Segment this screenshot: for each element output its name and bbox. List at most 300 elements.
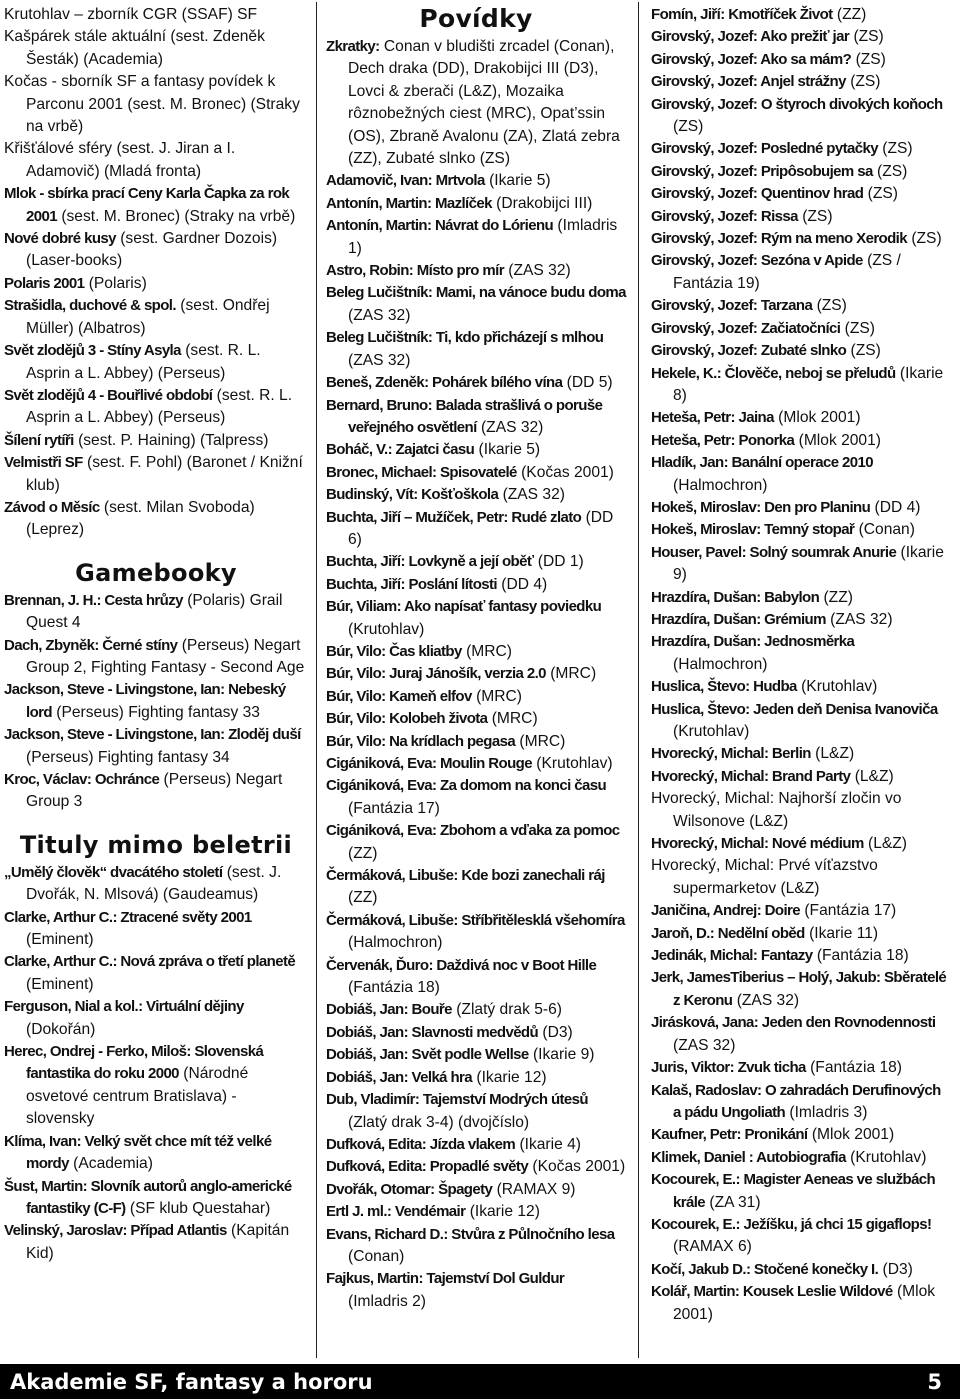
entry-title: Búr, Vilo: Juraj Jánošík, verzia 2.0 bbox=[326, 665, 546, 683]
entry-title: Hrazdíra, Dušan: Babylon bbox=[651, 588, 820, 606]
list-item bbox=[651, 1259, 951, 1281]
entry-title: Kolář, Martin: Kousek Leslie Wildové bbox=[651, 1283, 893, 1301]
entry-source: (ZAS 32) bbox=[348, 306, 411, 324]
entry-source: (DD 4) bbox=[496, 575, 548, 593]
entry-source: (Krutohlav) bbox=[796, 678, 878, 696]
list-item bbox=[4, 385, 308, 430]
entry-title: Herec, Ondrej - Ferko, Miloš: Slovenská fantastika do roku 2000 bbox=[4, 1043, 264, 1083]
entry-title: Girovský, Jozef: Rým na meno Xerodik bbox=[651, 230, 907, 248]
list-item bbox=[326, 170, 626, 192]
entry-title: „Umělý člověk“ dvacátého století bbox=[4, 863, 223, 881]
entry-title: Velinský, Jaroslav: Případ Atlantis bbox=[4, 1222, 227, 1240]
entry-title: Clarke, Arthur C.: Nová zpráva o třetí planetě bbox=[4, 953, 296, 971]
list-item bbox=[651, 542, 951, 587]
list-item bbox=[651, 250, 951, 295]
list-item bbox=[651, 967, 951, 1012]
entry-title: Ertl J. ml.: Vendémair bbox=[326, 1203, 466, 1221]
entry-source: (Zlatý drak 5-6) bbox=[451, 1001, 562, 1019]
list-item bbox=[326, 1044, 626, 1066]
entry-source: Kočas - sborník SF a fantasy povídek k Parconu 2001 (sest. M. Bronec) (Straky na vrbě) bbox=[4, 73, 300, 136]
entry-source: (ZAS 32) bbox=[498, 486, 565, 504]
list-item bbox=[326, 574, 626, 596]
list-item bbox=[651, 295, 951, 317]
list-item bbox=[326, 1067, 626, 1089]
list-item bbox=[651, 363, 951, 408]
entry-source: (Mlok 2001) bbox=[673, 1283, 936, 1323]
list-item bbox=[651, 407, 951, 429]
list-item bbox=[326, 641, 626, 663]
entry-source: (MRC) bbox=[515, 732, 566, 750]
entry-source: (Fantázia 17) bbox=[800, 902, 897, 920]
entry-source: (ZAS 32) bbox=[476, 418, 544, 436]
entry-source: (Drakobijci III) bbox=[491, 194, 593, 212]
entry-source: (ZZ) bbox=[832, 6, 867, 23]
entry-source: (Mlok 2001) bbox=[773, 409, 861, 427]
entry-source: (ZS) bbox=[846, 342, 881, 360]
entry-source: (Fantázia 18) bbox=[812, 947, 909, 965]
entry-source: (Imladris 1) bbox=[348, 217, 618, 257]
list-item bbox=[326, 1179, 626, 1201]
entry-source: (Dokořán) bbox=[26, 1020, 96, 1038]
list-item bbox=[4, 724, 308, 769]
entry-source: (Polaris) Grail Quest 4 bbox=[26, 591, 283, 632]
entry-source: (Fantázia 17) bbox=[348, 799, 440, 817]
entry-source: (sest. M. Bronec) (Straky na vrbě) bbox=[56, 207, 296, 225]
entry-title: Bernard, Bruno: Balada strašlivá o poruše veřejného osvětlení bbox=[326, 396, 603, 436]
list-item bbox=[326, 955, 626, 1000]
entry-source: (Krutohlav) bbox=[531, 755, 613, 772]
column-short-stories-cont bbox=[651, 4, 951, 1326]
entry-source: (ZS) bbox=[673, 118, 704, 136]
list-item bbox=[651, 631, 951, 676]
list-item bbox=[4, 862, 308, 907]
list-item bbox=[651, 183, 951, 205]
entry-source: Hvorecký, Michal: Najhorší zločin vo Wilsonove (L&Z) bbox=[651, 790, 902, 830]
entry-title: Bronec, Michael: Spisovatelé bbox=[326, 463, 517, 481]
entry-source: (ZS) bbox=[845, 73, 881, 91]
entry-source: (Krutohlav) bbox=[673, 723, 750, 740]
entry-title: Girovský, Jozef: Ako sa mám? bbox=[651, 50, 852, 68]
entry-title: Dobiáš, Jan: Bouře bbox=[326, 1001, 452, 1019]
list-item bbox=[651, 833, 951, 855]
entry-title: Šust, Martin: Slovník autorů anglo-americké fantastiky (C-F) bbox=[4, 1177, 292, 1217]
list-item bbox=[4, 1176, 308, 1221]
entry-source: (Halmochron) bbox=[673, 476, 768, 494]
entry-source: (DD 5) bbox=[562, 374, 613, 392]
list-item bbox=[326, 193, 626, 215]
entry-title: Jaroň, D.: Nedělní oběd bbox=[651, 924, 805, 942]
entry-source: (Kapitán Kid) bbox=[26, 1222, 290, 1262]
list-item bbox=[4, 679, 308, 724]
list-item bbox=[326, 36, 626, 170]
entry-source: (Perseus) Fighting fantasy 33 bbox=[51, 703, 260, 721]
list-item bbox=[326, 596, 626, 641]
entry-source: (ZS) bbox=[877, 140, 913, 158]
entry-title: Klimek, Daniel : Autobiografia bbox=[651, 1148, 846, 1166]
entry-title: Girovský, Jozef: Posledné pytačky bbox=[651, 140, 878, 158]
list-item bbox=[326, 731, 626, 753]
entry-source: (sest. Ondřej Müller) (Albatros) bbox=[26, 297, 270, 337]
entry-title: Cigániková, Eva: Moulin Rouge bbox=[326, 755, 532, 772]
list-item bbox=[326, 395, 626, 440]
entry-source: (ZAS 32) bbox=[348, 351, 411, 369]
entry-source: (sest. F. Pohl) (Baronet / Knižní klub) bbox=[26, 454, 303, 494]
entry-title: Hladík, Jan: Banální operace 2010 bbox=[651, 454, 873, 472]
entry-source: (RAMAX 6) bbox=[673, 1238, 752, 1256]
entry-title: Závod o Měsíc bbox=[4, 498, 100, 516]
list-item bbox=[326, 327, 626, 372]
entry-title: Adamovič, Ivan: Mrtvola bbox=[326, 172, 485, 190]
entry-source: (DD 4) bbox=[870, 498, 921, 516]
list-item bbox=[326, 1022, 626, 1044]
entry-source: (D3) bbox=[878, 1260, 913, 1278]
entry-title: Svět zlodějů 3 - Stíny Asyla bbox=[4, 342, 181, 360]
list-item bbox=[651, 1057, 951, 1079]
entry-title: Klíma, Ivan: Velký svět chce mít též velké mordy bbox=[4, 1132, 272, 1173]
entry-source: (Ikarie 11) bbox=[804, 924, 879, 942]
entry-source: (sest. Milan Svoboda) (Leprez) bbox=[26, 498, 255, 539]
entry-source: Conan v bludišti zrcadel (Conan), Dech draka (DD), Drakobijci III (D3), Lovci & zberači (L&Z), Mozaika rôznobežných ciest (MRC), Opat’ssin (OS), Zbraně Avalonu (ZA), Zlatá zebra (ZZ), Zubaté slnko (ZS) bbox=[348, 38, 620, 168]
entry-title: Svět zlodějů 4 - Bouřlivé období bbox=[4, 386, 213, 404]
list-item bbox=[651, 497, 951, 519]
list-item bbox=[326, 484, 626, 506]
entry-source: (Fantázia 18) bbox=[348, 979, 440, 997]
entry-title: Búr, Vilo: Kameň elfov bbox=[326, 687, 472, 705]
entry-title: Čermáková, Libuše: Stříbřitělesklá všehomíra bbox=[326, 911, 625, 929]
list-item bbox=[326, 820, 626, 865]
entry-title: Beleg Lučištník: Ti, kdo přicházejí s mlhou bbox=[326, 329, 604, 347]
entry-source: (ZAS 32) bbox=[503, 262, 571, 280]
entry-source: (ZS) bbox=[872, 162, 908, 180]
entry-title: Červenák, Ďuro: Daždivá noc v Boot Hille bbox=[326, 956, 597, 974]
entry-title: Dobiáš, Jan: Svět podle Wellse bbox=[326, 1046, 529, 1064]
list-item bbox=[651, 676, 951, 698]
list-item bbox=[651, 1124, 951, 1146]
list-item bbox=[651, 855, 951, 900]
entry-title: Búr, Viliam: Ako napísať fantasy poviedku bbox=[326, 598, 602, 616]
entry-title: Hvorecký, Michal: Berlin bbox=[651, 745, 811, 763]
list-item bbox=[4, 907, 308, 952]
entry-source: (ZS) bbox=[863, 185, 898, 203]
entry-title: Girovský, Jozef: Zubaté slnko bbox=[651, 342, 847, 360]
entry-source: (L&Z) bbox=[863, 835, 908, 853]
entry-title: Cigániková, Eva: Zbohom a vďaka za pomoc bbox=[326, 822, 620, 840]
story-list-continued bbox=[651, 4, 951, 1326]
gamebook-list bbox=[4, 590, 308, 814]
list-item bbox=[651, 699, 951, 744]
entry-title: Búr, Vilo: Na krídlach pegasa bbox=[326, 732, 516, 750]
entry-title: Buchta, Jiří: Lovkyně a její oběť bbox=[326, 553, 534, 571]
list-item bbox=[651, 1281, 951, 1326]
list-item bbox=[326, 215, 626, 260]
entry-source: (ZS) bbox=[840, 319, 875, 337]
entry-source: (MRC) bbox=[461, 642, 512, 660]
list-item bbox=[326, 663, 626, 685]
entry-source: (MRC) bbox=[471, 687, 522, 705]
entry-source: (Conan) bbox=[854, 521, 915, 539]
entry-title: Dobiáš, Jan: Velká hra bbox=[326, 1068, 473, 1086]
list-item bbox=[4, 183, 308, 228]
entry-source: (MRC) bbox=[487, 710, 538, 728]
entry-title: Dufková, Edita: Jízda vlakem bbox=[326, 1135, 516, 1153]
list-item bbox=[651, 206, 951, 228]
entry-title: Dufková, Edita: Propadlé světy bbox=[326, 1158, 529, 1176]
list-item bbox=[326, 910, 626, 955]
entry-source: (Ikarie 8) bbox=[673, 364, 944, 404]
entry-source: (Conan) bbox=[348, 1247, 405, 1265]
story-list bbox=[326, 36, 626, 1313]
entry-title: Antonín, Martin: Mazlíček bbox=[326, 194, 492, 212]
entry-title: Fajkus, Martin: Tajemství Dol Guldur bbox=[326, 1270, 565, 1288]
list-item bbox=[326, 1224, 626, 1269]
list-item bbox=[651, 228, 951, 250]
list-item bbox=[651, 923, 951, 945]
list-item bbox=[326, 372, 626, 394]
entry-source: (Perseus) Negart Group 2, Fighting Fantasy - Second Age bbox=[26, 636, 305, 676]
entry-title: Jackson, Steve - Livingstone, Ian: Zloděj duší bbox=[4, 726, 301, 744]
entry-title: Búr, Vilo: Kolobeh života bbox=[326, 710, 488, 728]
list-item bbox=[4, 951, 308, 996]
entry-source: (ZAS 32) bbox=[825, 610, 893, 628]
list-item bbox=[4, 138, 308, 183]
entry-source: (sest. J. Dvořák, N. Mlsová) (Gaudeamus) bbox=[26, 863, 282, 904]
heading-short-stories: Povídky bbox=[419, 4, 533, 33]
list-item bbox=[651, 1012, 951, 1057]
entry-title: Astro, Robin: Místo pro mír bbox=[326, 262, 504, 280]
entry-title: Girovský, Jozef: O štyroch divokých koňoch bbox=[651, 95, 943, 113]
list-item bbox=[4, 430, 308, 452]
entry-title: Ferguson, Nial a kol.: Virtuální dějiny bbox=[4, 998, 244, 1016]
entry-title: Houser, Pavel: Solný soumrak Anurie bbox=[651, 543, 897, 561]
entry-title: Girovský, Jozef: Anjel strážny bbox=[651, 73, 846, 91]
entry-source: (SF klub Questahar) bbox=[125, 1199, 271, 1217]
entry-source: (Národné osvetové centrum Bratislava) - slovensky bbox=[26, 1065, 249, 1128]
entry-source: (ZZ) bbox=[348, 844, 378, 862]
list-item bbox=[326, 1089, 626, 1134]
entry-title: Čermáková, Libuše: Kde bozi zanechali ráj bbox=[326, 867, 605, 885]
entry-source: (ZZ) bbox=[348, 889, 378, 907]
entry-title: Kočí, Jakub D.: Stočené konečky I. bbox=[651, 1260, 879, 1278]
column-anthologies bbox=[4, 4, 308, 1265]
entry-source: (L&Z) bbox=[810, 745, 855, 763]
entry-source: (Fantázia 18) bbox=[805, 1059, 902, 1077]
entry-source: (D3) bbox=[538, 1023, 573, 1041]
entry-source: Kašpárek stále aktuální (sest. Zdeněk Šesták) (Academia) bbox=[4, 28, 265, 68]
list-item bbox=[4, 452, 308, 497]
entry-source: (DD 6) bbox=[348, 508, 614, 548]
entry-title: Budinský, Vít: Košťoškola bbox=[326, 486, 499, 504]
column-divider bbox=[638, 2, 639, 1358]
entry-title: Janičina, Andrej: Doire bbox=[651, 902, 801, 920]
list-item bbox=[651, 900, 951, 922]
entry-title: Kalaš, Radoslav: O zahradách Derufinových a pádu Ungoliath bbox=[651, 1081, 941, 1121]
list-item bbox=[326, 439, 626, 461]
entry-title: Kocourek, E.: Magister Aeneas ve službách krále bbox=[651, 1171, 936, 1211]
entry-title: Girovský, Jozef: Quentinov hrad bbox=[651, 185, 864, 203]
entry-source: (Krutohlav) bbox=[845, 1148, 927, 1166]
entry-title: Antonín, Martin: Návrat do Lórienu bbox=[326, 217, 554, 235]
entry-title: Juris, Viktor: Zvuk ticha bbox=[651, 1059, 806, 1077]
list-item bbox=[4, 1041, 308, 1131]
list-item bbox=[4, 1131, 308, 1176]
page-number: 5 bbox=[927, 1370, 942, 1394]
list-item bbox=[651, 1147, 951, 1169]
entry-title: Dobiáš, Jan: Slavnosti medvědů bbox=[326, 1023, 539, 1041]
entry-source: (Ikarie 12) bbox=[465, 1203, 540, 1221]
footer-title: Akademie SF, fantasy a hororu bbox=[10, 1370, 373, 1394]
list-item bbox=[4, 228, 308, 273]
list-item bbox=[651, 161, 951, 183]
list-item bbox=[651, 49, 951, 71]
entry-source: (Mlok 2001) bbox=[807, 1126, 895, 1144]
entry-title: Girovský, Jozef: Ako prežiť jar bbox=[651, 28, 850, 46]
list-item bbox=[326, 1201, 626, 1223]
entry-title: Hokeš, Miroslav: Den pro Planinu bbox=[651, 498, 871, 516]
entry-title: Zkratky: bbox=[326, 38, 380, 55]
entry-source: (Ikarie 4) bbox=[515, 1135, 581, 1153]
entry-source: (Ikarie 9) bbox=[673, 543, 944, 584]
list-item bbox=[651, 452, 951, 497]
column-divider bbox=[316, 2, 317, 1358]
entry-title: Beleg Lučištník: Mami, na vánoce budu doma bbox=[326, 284, 626, 302]
entry-source: (MRC) bbox=[545, 665, 597, 683]
entry-title: Girovský, Jozef: Začiatočníci bbox=[651, 319, 841, 337]
entry-title: Hrazdíra, Dušan: Grémium bbox=[651, 610, 826, 628]
entry-title: Polaris 2001 bbox=[4, 274, 85, 292]
list-item bbox=[326, 1156, 626, 1178]
entry-source: (Ikarie 9) bbox=[528, 1046, 595, 1064]
entry-source: (Ikarie 12) bbox=[472, 1068, 547, 1086]
entry-title: Jirásková, Jana: Jeden den Rovnodennosti bbox=[651, 1014, 936, 1032]
entry-source: (ZAS 32) bbox=[673, 1036, 736, 1054]
entry-source: (Perseus) Negart Group 3 bbox=[26, 771, 283, 811]
entry-source: (ZS / Fantázia 19) bbox=[673, 252, 901, 292]
entry-title: Boháč, V.: Zajatci času bbox=[326, 441, 475, 459]
entry-title: Evans, Richard D.: Stvůra z Půlnočního lesa bbox=[326, 1225, 615, 1243]
list-item bbox=[651, 71, 951, 93]
list-item bbox=[651, 138, 951, 160]
list-item bbox=[651, 340, 951, 362]
entry-title: Mlok - sbírka prací Ceny Karla Čapka za rok 2001 bbox=[4, 185, 290, 225]
entry-title: Strašidla, duchové & spol. bbox=[4, 297, 176, 315]
list-item bbox=[651, 1080, 951, 1125]
entry-title: Kocourek, E.: Ježíšku, já chci 15 gigaflops! bbox=[651, 1215, 932, 1233]
nonfiction-list bbox=[4, 862, 308, 1265]
column-short-stories bbox=[326, 4, 626, 1313]
list-item bbox=[651, 1214, 951, 1259]
entry-source: (Kočas 2001) bbox=[516, 463, 614, 481]
list-item bbox=[4, 71, 308, 138]
list-item bbox=[651, 766, 951, 788]
page-footer bbox=[0, 1364, 960, 1399]
list-item bbox=[326, 753, 626, 775]
entry-source: (Halmochron) bbox=[673, 655, 768, 673]
entry-source: (Imladris 3) bbox=[785, 1103, 868, 1121]
entry-source: (RAMAX 9) bbox=[492, 1180, 576, 1198]
entry-source: (L&Z) bbox=[850, 767, 894, 785]
list-item bbox=[4, 4, 308, 26]
entry-title: Velmistři SF bbox=[4, 454, 83, 472]
entry-source: (Ikarie 5) bbox=[484, 172, 551, 190]
entry-source: (ZS) bbox=[907, 230, 942, 248]
entry-source: (ZS) bbox=[851, 50, 886, 68]
entry-title: Girovský, Jozef: Pripôsobujem sa bbox=[651, 162, 873, 180]
entry-title: Búr, Vilo: Čas kliatby bbox=[326, 642, 462, 660]
entry-title: Huslica, Števo: Hudba bbox=[651, 678, 797, 696]
entry-source: (Academia) bbox=[68, 1155, 153, 1173]
entry-source: (Perseus) Fighting fantasy 34 bbox=[26, 748, 230, 766]
list-item bbox=[326, 1268, 626, 1313]
entry-source: (Kočas 2001) bbox=[528, 1158, 626, 1176]
list-item bbox=[4, 635, 308, 680]
entry-source: (ZS) bbox=[812, 297, 847, 315]
list-item bbox=[4, 340, 308, 385]
list-item bbox=[326, 462, 626, 484]
entry-title: Clarke, Arthur C.: Ztracené světy 2001 bbox=[4, 908, 252, 926]
entry-source: (sest. Gardner Dozois) (Laser-books) bbox=[26, 230, 278, 270]
list-item bbox=[326, 708, 626, 730]
list-item bbox=[651, 788, 951, 833]
entry-source: (Mlok 2001) bbox=[794, 431, 881, 449]
entry-title: Girovský, Jozef: Rissa bbox=[651, 207, 798, 225]
entry-title: Beneš, Zdeněk: Pohárek bílého vína bbox=[326, 374, 563, 392]
entry-source: Křišťálové sféry (sest. J. Jiran a I. Adamovič) (Mladá fronta) bbox=[4, 140, 236, 180]
entry-source: (ZS) bbox=[797, 207, 833, 225]
list-item bbox=[651, 1169, 951, 1214]
list-item bbox=[4, 497, 308, 542]
list-item bbox=[326, 282, 626, 327]
entry-title: Jerk, JamesTiberius – Holý, Jakub: Sběratelé z Keronu bbox=[651, 969, 947, 1009]
entry-title: Jackson, Steve - Livingstone, Ian: Nebeský lord bbox=[4, 681, 286, 721]
entry-source: (sest. R. L. Asprin a L. Abbey) (Perseus) bbox=[26, 386, 293, 427]
entry-source: (Eminent) bbox=[26, 975, 94, 993]
entry-title: Dvořák, Otomar: Špagety bbox=[326, 1180, 493, 1198]
entry-title: Dub, Vladimír: Tajemství Modrých útesů bbox=[326, 1091, 588, 1109]
list-item bbox=[326, 865, 626, 910]
entry-title: Cigániková, Eva: Za domom na konci času bbox=[326, 777, 607, 795]
list-item bbox=[651, 609, 951, 631]
list-item bbox=[4, 295, 308, 340]
entry-source: (ZS) bbox=[849, 28, 884, 46]
entry-source: (Ikarie 5) bbox=[474, 441, 541, 459]
entry-title: Jedinák, Michal: Fantazy bbox=[651, 947, 813, 965]
list-item bbox=[651, 430, 951, 452]
entry-title: Nové dobré kusy bbox=[4, 230, 116, 248]
list-item bbox=[4, 1220, 308, 1265]
entry-source: (sest. R. L. Asprin a L. Abbey) (Perseus) bbox=[26, 342, 261, 382]
entry-source: (Polaris) bbox=[84, 274, 147, 292]
list-item bbox=[651, 519, 951, 541]
entry-title: Girovský, Jozef: Sezóna v Apide bbox=[651, 252, 863, 270]
list-item bbox=[326, 260, 626, 282]
entry-source: (DD 1) bbox=[533, 553, 584, 571]
list-item bbox=[326, 1134, 626, 1156]
list-item bbox=[651, 26, 951, 48]
entry-source: (sest. P. Haining) (Talpress) bbox=[73, 431, 269, 449]
list-item bbox=[326, 551, 626, 573]
entry-title: Hvorecký, Michal: Brand Party bbox=[651, 767, 851, 785]
entry-source: Hvorecký, Michal: Prvé víťazstvo supermarketov (L&Z) bbox=[651, 857, 878, 897]
entry-title: Heteša, Petr: Ponorka bbox=[651, 431, 795, 449]
list-item bbox=[326, 999, 626, 1021]
heading-nonfiction: Tituly mimo beletrii bbox=[19, 830, 293, 859]
entry-title: Hvorecký, Michal: Nové médium bbox=[651, 835, 864, 853]
list-item bbox=[651, 4, 951, 26]
entry-title: Hrazdíra, Dušan: Jednosměrka bbox=[651, 633, 855, 651]
entry-source: (ZZ) bbox=[819, 588, 853, 606]
list-item bbox=[651, 318, 951, 340]
list-item bbox=[651, 94, 951, 139]
